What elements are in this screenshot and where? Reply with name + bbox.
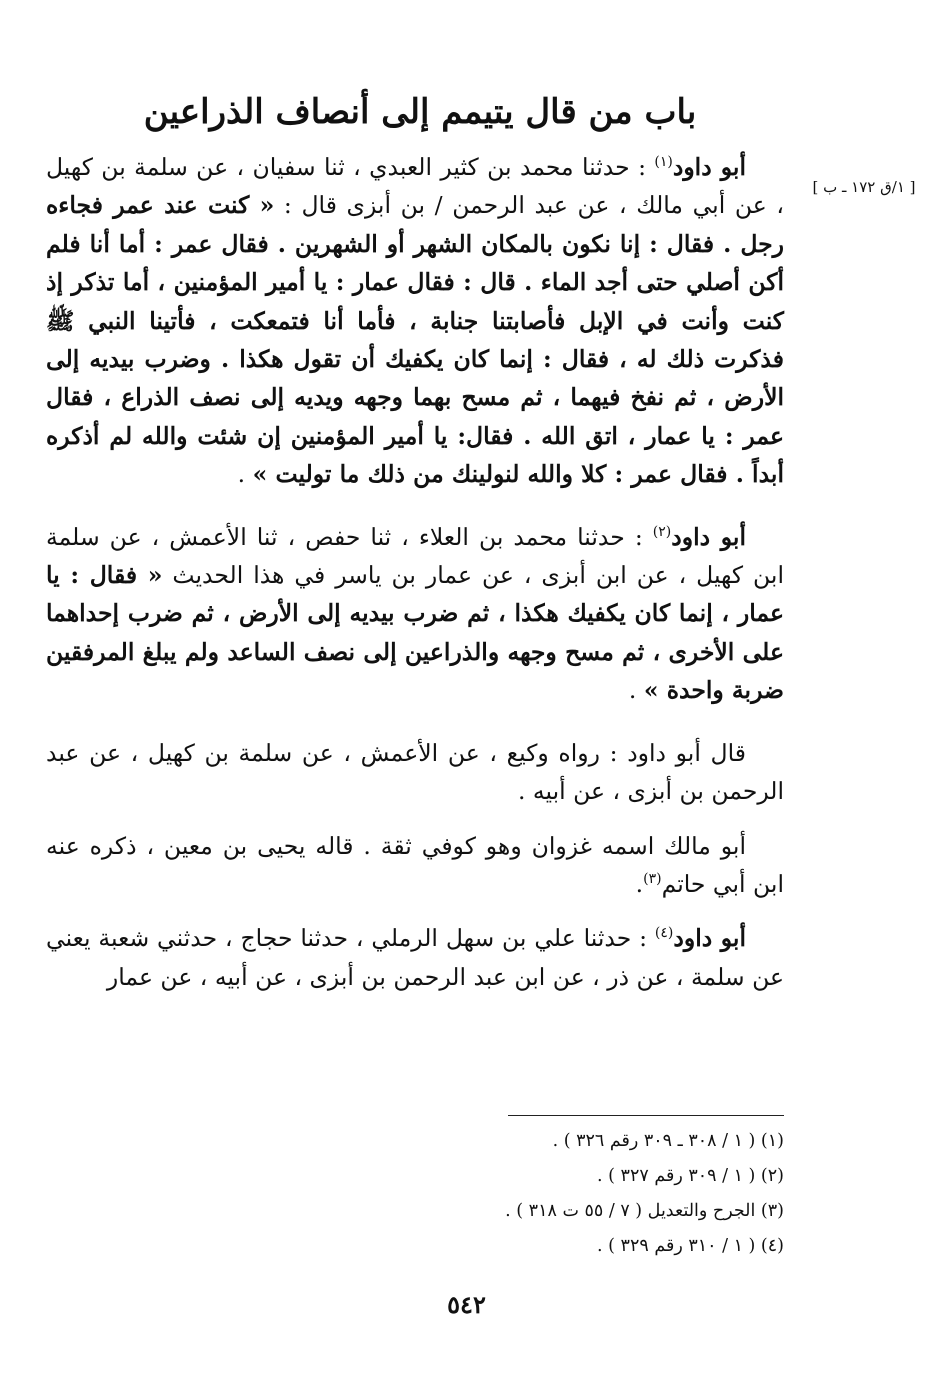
isnad-text: : حدثنا علي بن سهل الرملي ، حدثنا حجاج ، حدثني شعبة يعني عن سلمة ، عن ذر ، عن ابن عبد الرحمن بن أبزى ، عن أبيه ، عن عمار: [46, 924, 784, 991]
commentary-text: أبو مالك اسمه غزوان وهو كوفي ثقة . قاله يحيى بن معين ، ذكره عنه ابن أبي حاتم: [46, 831, 784, 898]
paragraph-end: .: [237, 460, 253, 489]
isnad-text: : حدثنا محمد بن كثير العبدي ، ثنا سفيان ، عن سلمة بن كهيل ، عن أبي مالك ، عن عبد الرحمن / بن أبزى قال :: [46, 153, 784, 220]
hadith-text: « كنت عند عمر فجاءه رجل . فقال : إنا نكون بالمكان الشهر أو الشهرين . فقال عمر : أما أنا فلم أكن أصلي حتى أجد الماء . قال : فقال عمار : يا أمير المؤمنين ، أما تذكر إذ كنت وأنت في الإبل فأصابتنا جنابة ، فأما أنا فتمعكت ، فأتينا النبي ﷺ فذكرت ذلك له ، فقال : إنما كان يكفيك أن تقول هكذا . وضرب بيديه إلى الأرض ، ثم نفخ فيهما ، ثم مسح بهما وجهه ويديه إلى نصف الذراع ، فقال عمر : يا عمار ، اتق الله . فقال: يا أمير المؤمنين إن شئت والله لم أذكره أبداً . فقال عمر : كلا والله لنولينك من ذلك ما توليت »: [46, 191, 784, 489]
chapter-title: باب من قال يتيمم إلى أنصاف الذراعين: [143, 92, 697, 132]
main-text: [46, 148, 784, 1020]
hadith-text: « فقال : يا عمار ، إنما كان يكفيك هكذا ، ثم ضرب بيديه إلى الأرض ، ثم ضرب إحداهما على الأخرى ، ثم مسح وجهه والذراعين إلى نصف الساعد ولم يبلغ المرفقين ضربة واحدة »: [46, 561, 784, 705]
footnote-divider: [508, 1115, 784, 1116]
paragraph-4: [46, 827, 784, 904]
footnote-1: (١) ( ١ / ٣٠٨ ـ ٣٠٩ رقم ٣٢٦ ) .: [552, 1131, 784, 1151]
paragraph-5: [46, 919, 784, 996]
paragraph-end: .: [635, 869, 644, 898]
footnote-ref: (١): [654, 154, 673, 171]
narrator-name: أبو داود: [671, 522, 747, 551]
footnote-ref: (٣): [643, 871, 662, 888]
footnotes: [300, 1124, 784, 1264]
isnad-text: : حدثنا محمد بن العلاء ، ثنا حفص ، ثنا الأعمش ، عن سلمة ابن كهيل ، عن ابن أبزى ، عن عمار بن ياسر في هذا الحديث: [46, 522, 784, 590]
paragraph-3: [46, 734, 784, 811]
footnote-ref: (٢): [652, 523, 672, 540]
paragraph-1: [46, 148, 784, 494]
narrator-name: أبو داود: [673, 924, 746, 953]
paragraph-2: [46, 518, 784, 710]
footnote-2: (٢) ( ١ / ٣٠٩ رقم ٣٢٧ ) .: [597, 1166, 784, 1186]
narrator-name: أبو داود: [672, 153, 746, 181]
margin-folio-note: [ ١/ق ١٧٢ ـ ب ]: [812, 178, 916, 196]
footnote-ref: (٤): [654, 925, 674, 942]
footnote-3: (٣) الجرح والتعديل ( ٧ / ٥٥ ت ٣١٨ ) .: [505, 1201, 784, 1221]
footnote-4: (٤) ( ١ / ٣١٠ رقم ٣٢٩ ) .: [597, 1236, 784, 1256]
paragraph-end: .: [628, 676, 644, 705]
commentary-text: قال أبو داود : رواه وكيع ، عن الأعمش ، عن سلمة بن كهيل ، عن عبد الرحمن بن أبزى ، عن أبيه .: [46, 738, 784, 806]
page-number: ٥٤٢: [447, 1290, 486, 1319]
